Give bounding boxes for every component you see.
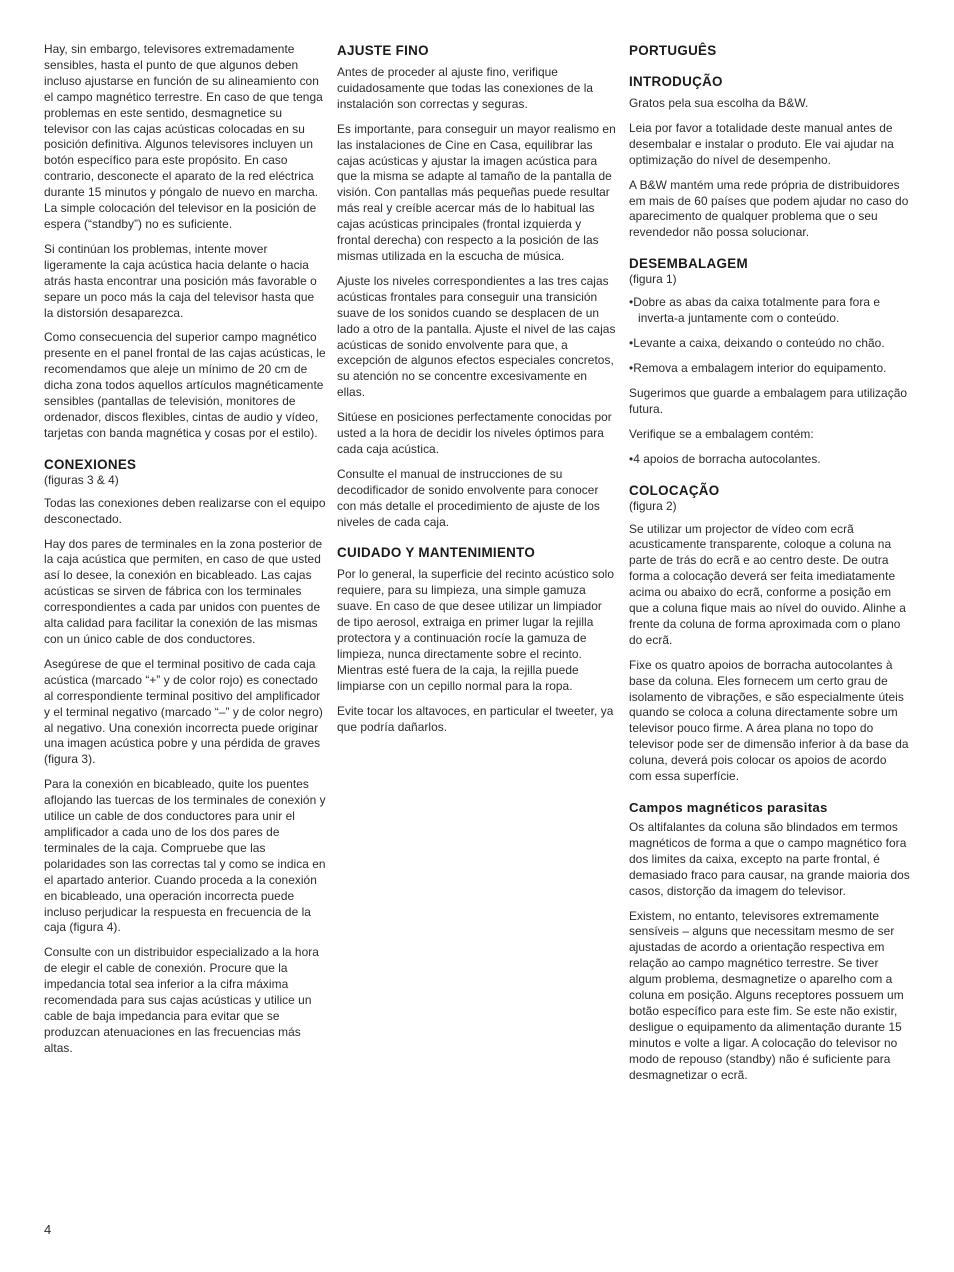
paragraph: Antes de proceder al ajuste fino, verifique cuidadosamente que todas las conexiones de la instalación son correctas y seguras.: [337, 65, 594, 111]
paragraph: Hay dos pares de terminales en la zona posterior de la caja acústica que permiten, en caso de que usted así lo desee, la conexión en bicableado. Las cajas acústicas se sirven de fábrica con los terminales correspondientes a cada par unidos con puentes de alta calidad para facilitar la conexión de las mismas con un único cable de dos conductores.: [44, 536, 323, 646]
heading-wrap: [337, 544, 617, 561]
heading-colocacao: COLOCAÇÃO: [629, 482, 720, 498]
paragraph: Leia por favor a totalidade deste manual antes de desembalar e instalar o produto. Ele vai ajudar na optimização do nível de desempenho.: [629, 120, 894, 167]
paragraph: Consulte con un distribuidor especializado a la hora de elegir el cable de conexión. Procure que la impedancia total sea inferior a la cifra máxima recomendada para sus cajas acústicas y utilice un cable de baja impedancia para evitar que se produzcan atenuaciones en las frecuencias más altas.: [44, 945, 319, 1055]
paragraph: Ajuste los niveles correspondientes a las tres cajas acústicas frontales para conseguir una transición suave de los sonidos cuando se desplacen de un lado a otro de la pantalla. Ajuste el nivel de las cajas acústicas de sonido envolvente para que, a excepción de algunos efectos especiales concretos, su atención no se concentre excesivamente en ellas.: [337, 273, 616, 400]
heading-cuidado-mantenimiento: CUIDADO Y MANTENIMIENTO: [337, 545, 536, 561]
figure-reference: (figura 2): [629, 498, 677, 513]
heading-ajuste-fino: AJUSTE FINO: [337, 43, 429, 58]
heading-desembalagem: DESEMBALAGEM: [629, 256, 748, 272]
heading-campos-magneticos: Campos magnéticos parasitas: [629, 800, 828, 815]
section-conexiones: [44, 456, 326, 1057]
section-cuidado: [337, 544, 617, 735]
section-campos-magneticos: [629, 799, 911, 1084]
bullet-item: •Remova a embalagem interior do equipamento.: [629, 360, 887, 375]
bullet-item: •4 apoios de borracha autocolantes.: [629, 451, 821, 466]
column-spanish-middle: [337, 42, 617, 745]
section-colocacao: [629, 482, 911, 786]
paragraph: Verifique se a embalagem contém:: [629, 426, 814, 441]
paragraph: Os altifalantes da coluna são blindados em termos magnéticos de forma a que o campo magnético fora dos limites da caixa, excepto na parte frontal, é demasiado fraco para causar, na grande maioria dos casos, distorção da imagem do televisor.: [629, 820, 910, 898]
bullet-item: •Dobre as abas da caixa totalmente para fora e inverta-a juntamente com o conteúdo.: [629, 295, 881, 326]
paragraph: Para la conexión en bicableado, quite los puentes aflojando las tuercas de los terminales de conexión y utilice un cable de dos conductores para unir el amplificador a cada uno de los dos pares de terminales de la caja. Compruebe que las polaridades son las correctas tal y como se indica en el apartado anterior. Cuando proceda a la conexión en bicableado, una operación incorrecta puede incluso perjudicar la respuesta en frecuencia de la caja (figura 4).: [44, 777, 326, 935]
page-number: 4: [44, 1222, 52, 1237]
heading-wrap: [629, 73, 911, 90]
paragraph: Asegúrese de que el terminal positivo de cada caja acústica (marcado “+” y de color rojo) es conectado al correspondiente terminal positivo del amplificador y el terminal negativo (marcado “–” y de color negro) al negativo. Una conexión incorrecta puede originar una imagen acústica pobre y una pérdida de graves (figura 3).: [44, 656, 323, 767]
paragraph: Fixe os quatro apoios de borracha autocolantes à base da coluna. Eles fornecem um certo grau de isolamento de vibrações, e são especialmente úteis quando se coloca a coluna directamente sobre um televisor pouco firme. A área plana no topo do televisor pode ser de dimensão inferior à da base da coluna, deverá pois colocar os apoios de acordo com essa superfície.: [629, 657, 909, 784]
column-portuguese: [629, 42, 911, 1093]
paragraph: Evite tocar los altavoces, en particular el tweeter, ya que podría dañarlos.: [337, 703, 614, 734]
paragraph: Gratos pela sua escolha da B&W.: [629, 96, 809, 110]
paragraph: Es importante, para conseguir un mayor realismo en las instalaciones de Cine en Casa, equilibrar las cajas acústicas y ajustar la imagen acústica para que la misma se adapte al tamaño de la pantalla de visión. Con pantallas más pequeñas puede resultar más real y creíble acercar más de lo habitual las cajas acústicas principales (frontal izquierda y frontal derecha) con respecto a la posición de las mismas utilizada en la escucha de música.: [337, 121, 616, 263]
paragraph: Todas las conexiones deben realizarse con el equipo desconectado.: [44, 495, 326, 526]
section-desembalagem: [629, 255, 911, 467]
column-spanish-left: [44, 42, 326, 1066]
paragraph: Como consecuencia del superior campo magnético presente en el panel frontal de las cajas acústicas, le recomendamos que aleje un mínimo de 20 cm de dicha zona todos aquellos artículos magnéticamente sensibles (pantallas de televisión, monitores de ordenador, discos flexibles, cintas de audio y vídeo, tarjetas con banda magnética y cosas por el estilo).: [44, 330, 326, 440]
figure-reference: (figura 1): [629, 272, 677, 287]
heading-conexiones: CONEXIONES: [44, 456, 137, 472]
heading-introducao: INTRODUÇÃO: [629, 74, 723, 89]
paragraph: Hay, sin embargo, televisores extremadamente sensibles, hasta el punto de que algunos deben incluso ajustarse en función de su alineamiento con el campo magnético terrestre. En caso de que tenga problemas en este sentido, desmagnetice su televisor con las cajas acústicas colocadas en su posición definitiva. Algunos televisores incluyen un botón específico para este propósito. En caso contrario, desconecte el aparato de la red eléctrica durante 15 minutos y póngalo de nuevo en marcha. La simple colocación del televisor en la posición de espera (“standby”) no es suficiente.: [44, 42, 323, 231]
figure-reference: (figuras 3 & 4): [44, 472, 119, 487]
heading-wrap: [629, 42, 911, 59]
paragraph: Existem, no entanto, televisores extremamente sensíveis – alguns que necessitam mesmo de ser ajustadas de acordo a orientação respectiva em relação ao campo magnético terrestre. Se tiver algum problema, desmagnetize o aparelho com a coluna em posição. Alguns receptores possuem um botão específico para este fim. Se este não existir, desligue o equipamento da alimentação durante 15 minutos e volte a ligar. A colocação do televisor no modo de repouso (standby) não é suficiente para desmagnetizar o ecrã.: [629, 908, 904, 1082]
paragraph: Se utilizar um projector de vídeo com ecrã acusticamente transparente, coloque a coluna na parte de trás do ecrã e ao centro deste. De outra forma a colocação deverá ser feita imediatamente acima ou abaixo do ecrã, conforme a posição em que a coluna fique mais ao nível do ouvido. Alinhe a frente da coluna de forma aproximada com o plano do ecrã.: [629, 521, 906, 647]
paragraph: Consulte el manual de instrucciones de su decodificador de sonido envolvente para conocer con más detalle el procedimiento de ajuste de los niveles de cada caja.: [337, 466, 600, 529]
paragraph: Por lo general, la superficie del recinto acústico solo requiere, para su limpieza, una simple gamuza suave. En caso de que desee utilizar un limpiador de tipo aerosol, extraiga en primer lugar la rejilla protectora y a continuación rocíe la gamuza de limpieza, nunca directamente sobre el recinto. Mientras esté fuera de la caja, la rejilla puede limpiarse con un cepillo normal para la ropa.: [337, 567, 615, 693]
bullet-item: •Levante a caixa, deixando o conteúdo no chão.: [629, 336, 885, 351]
heading-wrap: [337, 42, 617, 59]
paragraph: Si continúan los problemas, intente mover ligeramente la caja acústica hacia delante o hacia atrás hasta encontrar una posición más favorable o separe un poco más la caja del televisor hasta que la distorsión desaparezca.: [44, 241, 317, 320]
paragraph: Sugerimos que guarde a embalagem para utilização futura.: [629, 385, 908, 416]
paragraph: Sitúese en posiciones perfectamente conocidas por usted a la hora de decidir los niveles óptimos para cada caja acústica.: [337, 410, 612, 456]
heading-language: PORTUGUÊS: [629, 43, 717, 58]
paragraph: A B&W mantém uma rede própria de distribuidores em mais de 60 países que podem ajudar no caso do aparecimento de qualquer problema que o seu revendedor não possa solucionar.: [629, 177, 909, 240]
